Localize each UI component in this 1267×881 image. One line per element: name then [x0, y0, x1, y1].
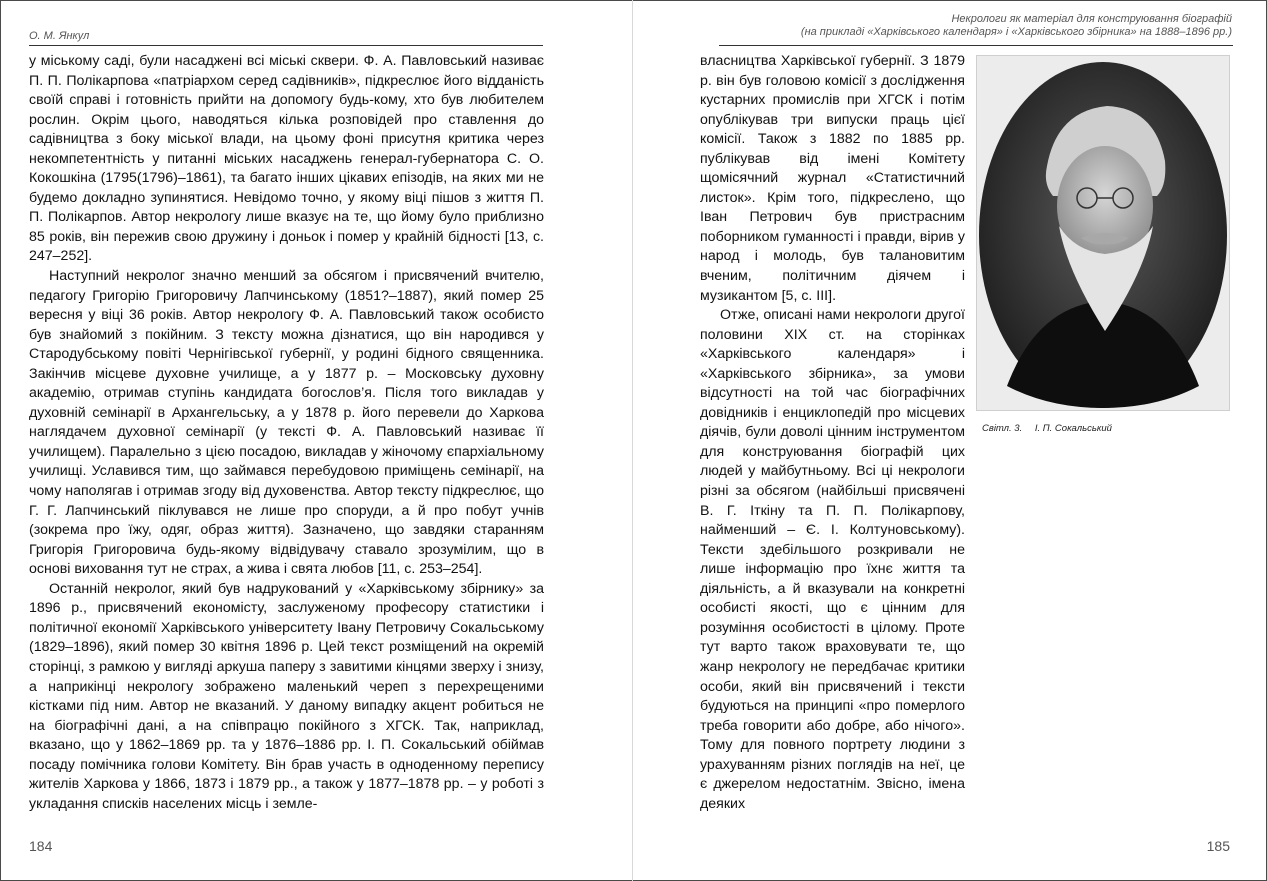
figure-caption-label: Світл. 3.: [982, 423, 1023, 434]
figure-caption-text: І. П. Сокальський: [1034, 423, 1112, 434]
left-paragraph-2: Наступний некролог значно менший за обсягом і присвячений вчителю, педагогу Григорію Григоровичу Лапчинському (1851?–1887), який помер 25 вересня у віці 36 років. Автор некрологу Ф. А. Павловський також особисто був знайомий з покійним. З тексту можна дізнатися, що він народився у Стародубському повіті Чернігівської губернії, у родині бідного священника. Закінчив місцеве духовне училище, а у 1877 р. – Московську духовну академію, отримав ступінь кандидата богослов’я. Після того викладав у духовній семінарії в Архангельську, а у 1878 р. його перевели до Харкова наглядачем духовної семінарії (у тексті Ф. А. Павловський називає її училищем). Паралельно з цією посадою, викладав у жіночому єпархіальному училищі. Уславився тим, що займався перебудовою приміщень семінарії, на чому наполягав і отримав згоду від духовенства. Автор тексту підкреслює, що Г. Г. Лапчинський піклувався не лише про споруди, а й про побут учнів (зокрема про їжу, одяг, образ життя). Зазначено, що завдяки старанням Григорія Григоровича будь-якому відвідувачу ставало зрозумілим, що в основі виховання тут не страх, а жива і свята любов [11, с. 253–254].: [29, 268, 544, 578]
left-header-rule: [29, 45, 543, 46]
left-page-number: 184: [29, 838, 53, 854]
right-header-rule: [719, 45, 1233, 46]
portrait-image: [977, 56, 1229, 410]
right-running-head-line1: Некрологи як матеріал для конструювання біографій: [951, 13, 1232, 25]
left-paragraph-1: у міському саді, були насаджені всі міські сквери. Ф. А. Павловський називає П. П. Полікарпова «патріархом серед садівників», підкреслює його відданість своїй справі і готовність прийти на допомогу будь-кому, хто був любителем рослин. Окрім цього, наводяться кілька розповідей про ставлення до садівництва з боку міської влади, на цьому фоні присутня критика через некомпетентність у питанні міських насаджень генерал-губернатора С. О. Кокошкіна (1795(1796)–1861), та багато інших цікавих епізодів, на яких ми не будемо докладно зупинятися. Невідомо точно, у якому віці пішов з життя П. П. Полікарпов. Автор некрологу лише вказує на те, що йому було приблизно 85 років, він пережив свою дружину і доньок і помер у крайній бідності [13, с. 247–252].: [29, 53, 544, 265]
right-page-number: 185: [1206, 838, 1230, 854]
left-running-head: О. М. Янкул: [29, 30, 90, 42]
right-running-head: [801, 13, 1232, 39]
left-paragraph-3: Останній некролог, який був надрукований у «Харківському збірнику» за 1896 р., присвячений економісту, заслуженому професору статистики і політичної економії Харківського університету Івану Петровичу Сокальському (1829–1896), який помер 30 квітня 1896 р. Цей текст розміщений на окремій сторінці, з рамкою у вигляді аркуша паперу з завитими кінцями зверху і знизу, а наприкінці некрологу зображено маленький череп з перехрещеними кістками під ним. Автор не вказаний. У даному випадку акцент робиться не на біографічні дані, а на співпрацю покійного з ХГСК. Так, наприклад, вказано, що у 1862–1869 рр. та у 1876–1886 рр. І. П. Сокальський обіймав посаду помічника голови Комітету. Він брав участь в одноденному перепису жителів Харкова у 1866, 1873 і 1879 рр., а також у 1877–1878 рр. – у роботі з укладання списків населених місць і земле-: [29, 580, 544, 812]
page-fold: [632, 0, 633, 881]
right-running-head-line2: (на прикладі «Харківського календаря» і «Харківського збірника» на 1888–1896 рр.): [800, 26, 1232, 38]
portrait-photo: [976, 55, 1230, 411]
right-text-column: [700, 52, 965, 814]
figure-caption: [982, 423, 1122, 434]
right-paragraph-2: Отже, описані нами некрологи другої половини XIX ст. на сторінках «Харківського календаря» і «Харківського збірника», за умови відсутності на той час біографічних довідників і енциклопедій про місцевих діячів, були доволі цінним інструментом для конструювання біографій цих людей у майбутньому. Всі ці некрологи різні за обсягом (найбільші присвячені В. Г. Іткіну та П. П. Полікарпову, найменший – Є. І. Колтуновському). Тексти здебільшого розкривали не лише інформацію про їхнє життя та діяльність, а й вказували на конкретні особисті якості, що є цінним для розуміння особистості в цілому. Проте тут варто також враховувати те, що жанр некрологу не передбачає критики особи, який він присвячений і тексти будуються на принципі «про померлого треба говорити або добре, або нічого». Тому для повного портрету людини з урахуванням різних поглядів на неї, це є джерелом недостатнім. Звісно, імена деяких: [700, 307, 965, 812]
left-text-column: [29, 52, 544, 814]
right-paragraph-1: власництва Харківської губернії. З 1879 р. він був головою комісії з дослідження кустарних промислів при ХГСК і потім опублікував три випуски праць цієї комісії. Також з 1882 по 1885 рр. публікував від імені Комітету щомісячний журнал «Статистичний листок». Крім того, підкреслено, що Іван Петрович був пристрасним поборником гуманності і правди, вірив у народ і молодь, був талановитим вченим, політичним діячем і музикантом [5, с. III].: [700, 53, 965, 304]
